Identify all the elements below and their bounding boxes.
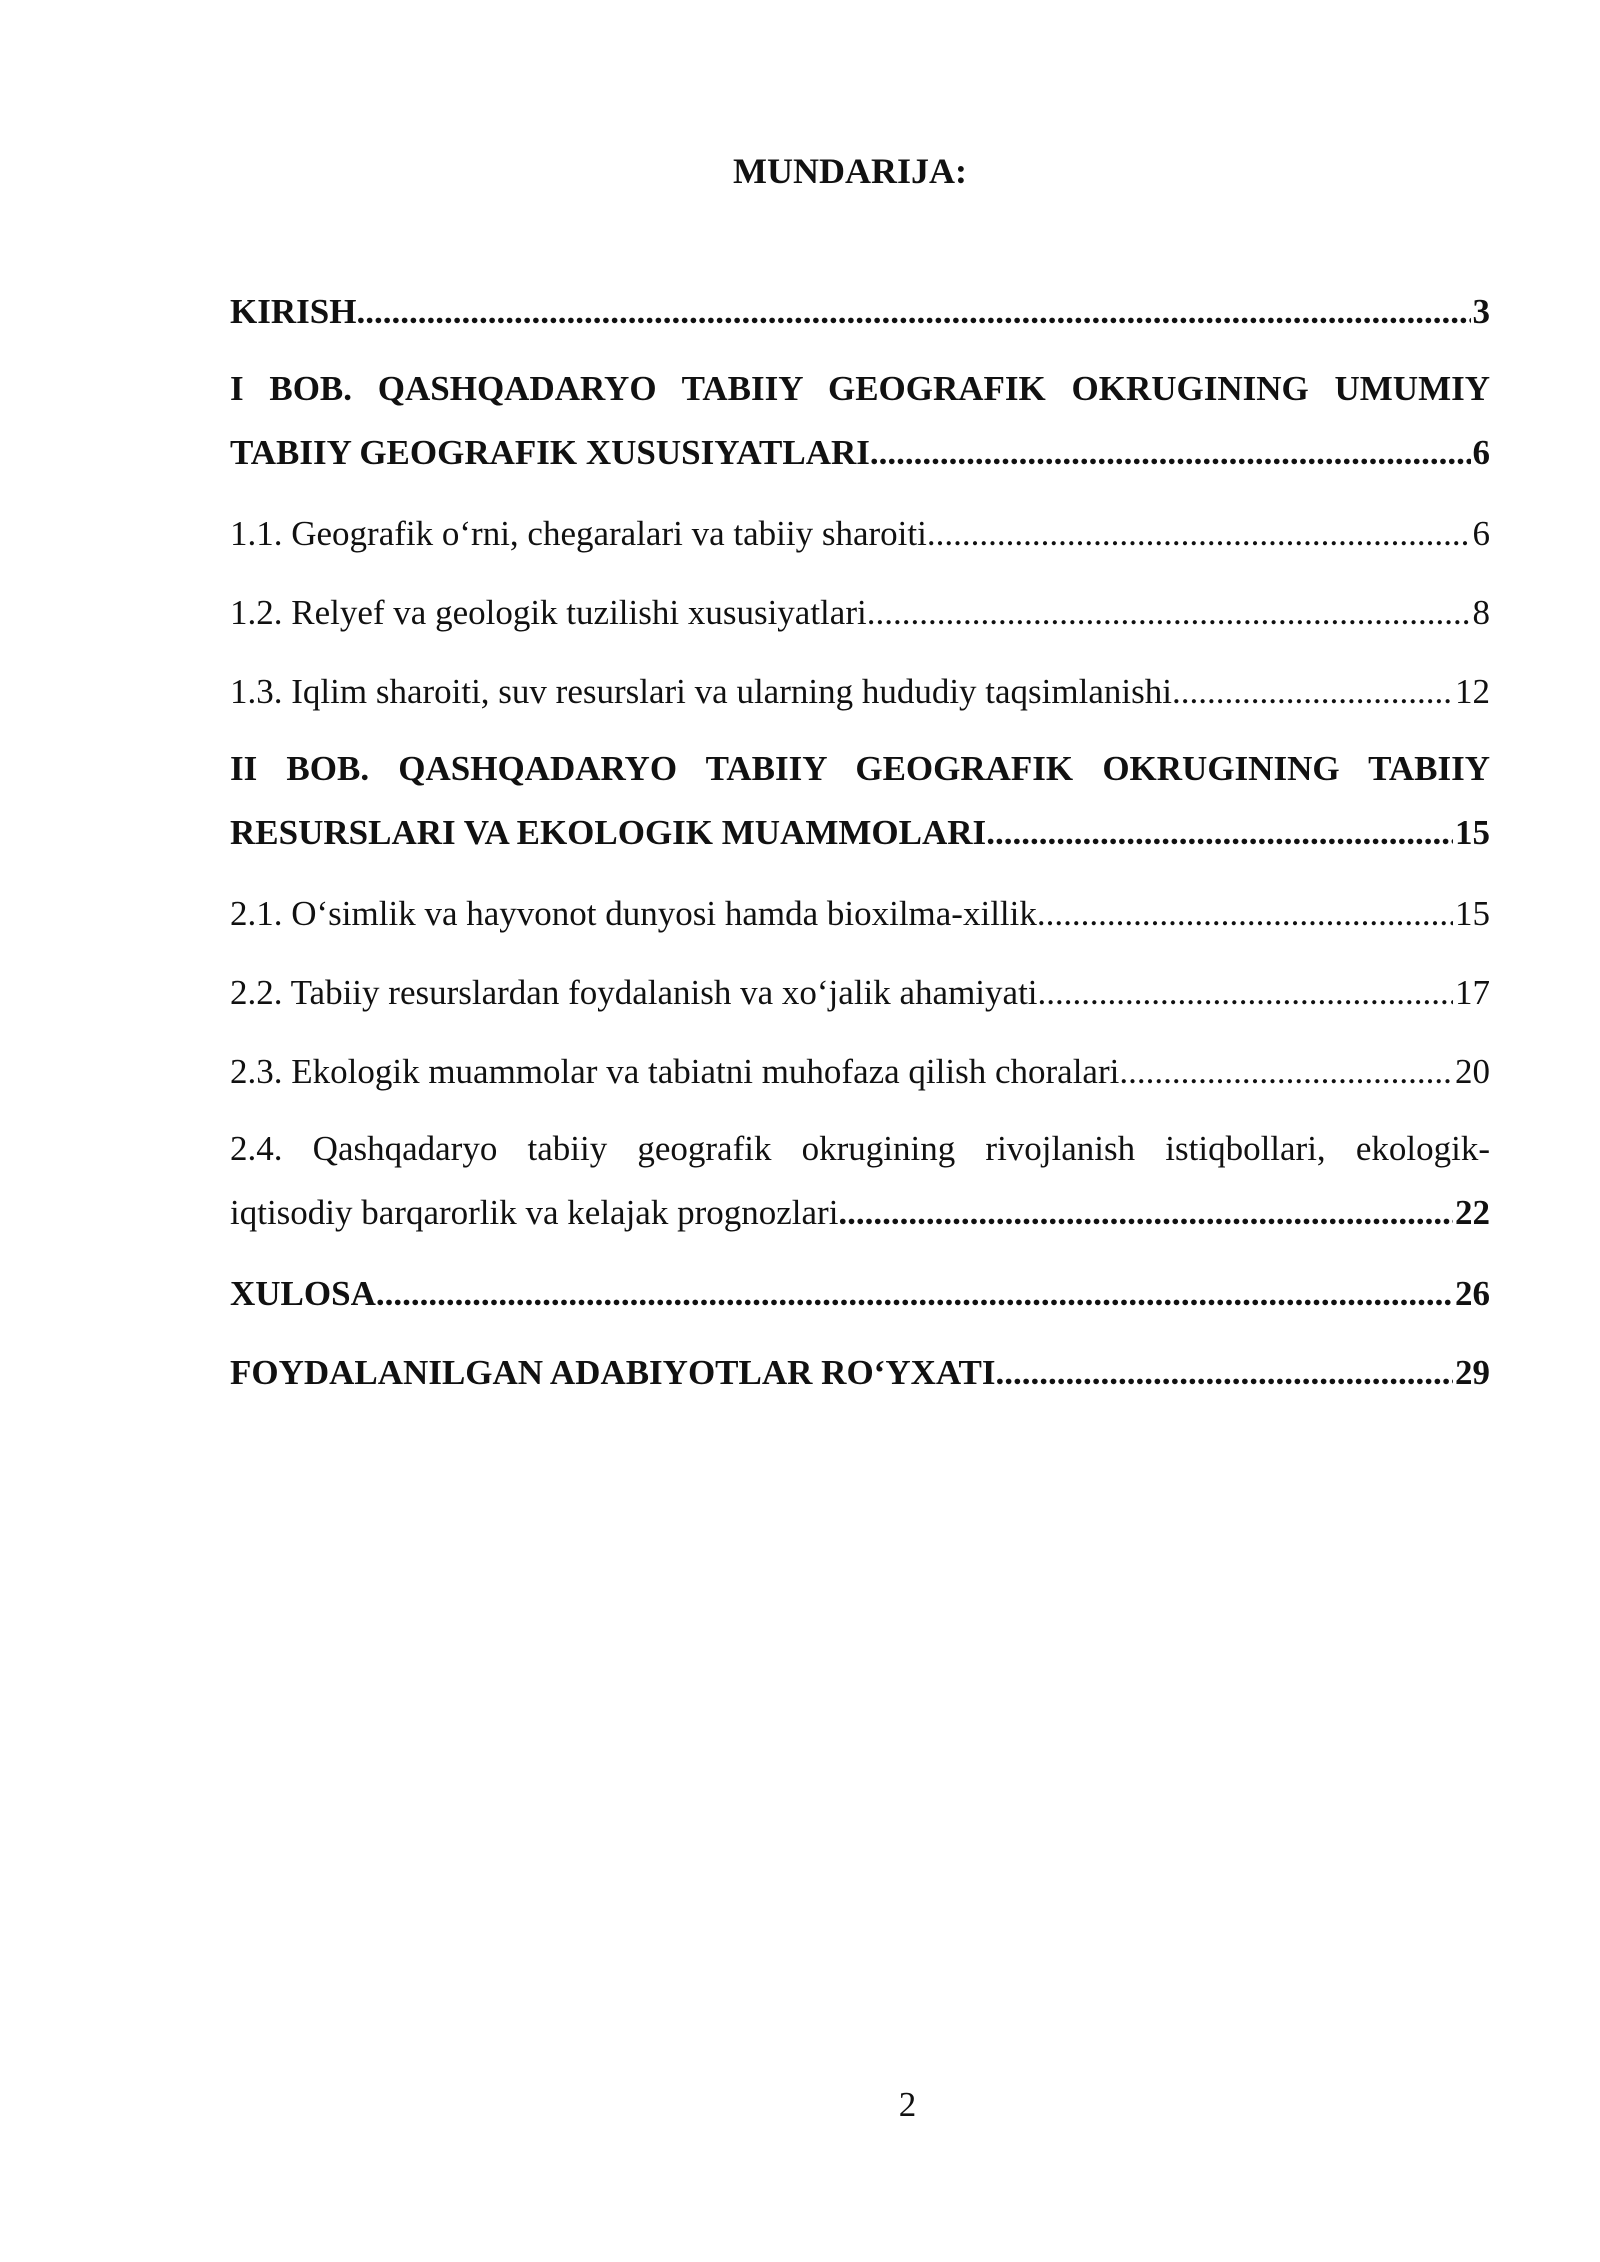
toc-entry-text-line1: I BOB. QASHQADARYO TABIIY GEOGRAFIK OKRUGINING UMUMIY (230, 369, 1490, 408)
toc-entry-text: TABIIY GEOGRAFIK XUSUSIYATLARI (230, 433, 870, 472)
toc-entry-text: 1.2. Relyef va geologik tuzilishi xususiyatlari (230, 593, 867, 632)
toc-leader-dots (356, 280, 1470, 344)
toc-entry-page: 20 (1455, 1052, 1490, 1091)
toc-entry-text: XULOSA (230, 1274, 376, 1313)
toc-leader-dots (927, 502, 1471, 566)
toc-leader-dots (838, 1181, 1453, 1245)
toc-leader-dots (870, 421, 1471, 485)
toc-entry-page: 8 (1472, 593, 1490, 632)
toc-entry-chapter-1[interactable] (230, 357, 1490, 485)
toc-entry-text: KIRISH (230, 292, 357, 331)
toc-entry-text: 2.2. Tabiiy resurslardan foydalanish va xo‘jalik ahamiyati (230, 973, 1038, 1012)
toc-entry-text-line1: II BOB. QASHQADARYO TABIIY GEOGRAFIK OKRUGINING TABIIY (230, 749, 1490, 788)
toc-entry-page: 26 (1455, 1274, 1490, 1313)
toc-leader-dots (986, 801, 1453, 865)
toc-entry-references[interactable] (230, 1341, 1490, 1405)
toc-entry-page: 12 (1455, 672, 1490, 711)
toc-entry-text: 2.3. Ekologik muammolar va tabiatni muhofaza qilish choralari (230, 1052, 1120, 1091)
toc-entry-1-2[interactable] (230, 581, 1490, 645)
toc-entry-text: FOYDALANILGAN ADABIYOTLAR RO‘YXATI (230, 1353, 996, 1392)
toc-entry-2-3[interactable] (230, 1040, 1490, 1104)
toc-entry-page: 3 (1472, 292, 1490, 331)
toc-entry-2-4[interactable] (230, 1117, 1490, 1245)
toc-entry-1-1[interactable] (230, 502, 1490, 566)
toc-entry-page: 6 (1472, 514, 1490, 553)
toc-entry-page: 29 (1455, 1353, 1490, 1392)
toc-entry-chapter-2[interactable] (230, 737, 1490, 865)
page-number: 2 (898, 2085, 917, 2124)
toc-entry-page: 22 (1455, 1193, 1490, 1232)
page-title: MUNDARIJA: (733, 151, 967, 191)
toc-entry-page: 6 (1472, 433, 1490, 472)
toc-entry-text: 1.3. Iqlim sharoiti, suv resurslari va ularning hududiy taqsimlanishi (230, 672, 1172, 711)
toc-entry-2-1[interactable] (230, 882, 1490, 946)
toc-entry-page: 17 (1455, 973, 1490, 1012)
toc-leader-dots (1038, 961, 1453, 1025)
toc-entry-text: 2.1. O‘simlik va hayvonot dunyosi hamda bioxilma-xillik (230, 894, 1037, 933)
toc-entry-text: RESURSLARI VA EKOLOGIK MUAMMOLARI (230, 813, 987, 852)
toc-entry-text-line1: 2.4. Qashqadaryo tabiiy geografik okrugining rivojlanish istiqbollari, ekologik- (230, 1129, 1490, 1168)
toc-entry-kirish[interactable] (230, 280, 1490, 344)
toc-entry-2-2[interactable] (230, 961, 1490, 1025)
toc-entry-text: 1.1. Geografik o‘rni, chegaralari va tabiiy sharoiti (230, 514, 927, 553)
toc-entry-xulosa[interactable] (230, 1262, 1490, 1326)
toc-entry-page: 15 (1455, 894, 1490, 933)
toc-leader-dots (1172, 660, 1453, 724)
toc-leader-dots (867, 581, 1471, 645)
toc-leader-dots (1119, 1040, 1453, 1104)
toc-leader-dots (376, 1262, 1453, 1326)
toc-leader-dots (1037, 882, 1453, 946)
toc-entry-text: iqtisodiy barqarorlik va kelajak prognozlari (230, 1193, 839, 1232)
toc-entry-1-3[interactable] (230, 660, 1490, 724)
toc-leader-dots (996, 1341, 1453, 1405)
toc-entry-page: 15 (1455, 813, 1490, 852)
